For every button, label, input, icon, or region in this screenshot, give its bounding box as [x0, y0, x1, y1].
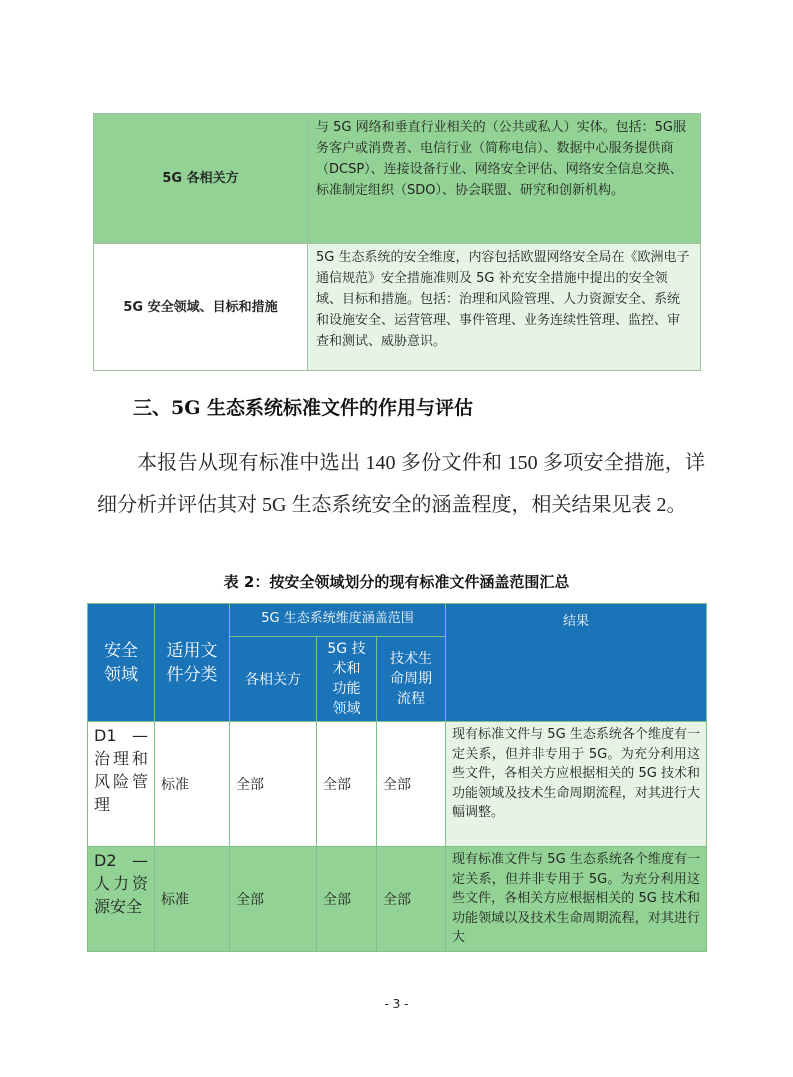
coverage-summary-table	[87, 603, 707, 952]
tech-domain-cell: 全部	[317, 847, 377, 952]
domain-cell: D1 — 治理和风险管理	[88, 722, 155, 847]
header-dimension-coverage: 5G 生态系统维度涵盖范围	[230, 604, 446, 637]
header-result: 结果	[446, 604, 707, 722]
header-lifecycle: 技术生命周期流程	[377, 637, 446, 722]
table-caption: 表 2：按安全领域划分的现有标准文件涵盖范围汇总	[223, 573, 570, 591]
definition-row	[94, 114, 701, 244]
section-heading: 三、5G 生态系统标准文件的作用与评估	[133, 397, 474, 419]
header-stakeholders: 各相关方	[230, 637, 317, 722]
definition-description: 5G 生态系统的安全维度，内容包括欧盟网络安全局在《欧洲电子通信规范》安全措施准则及 5G 补充安全措施中提出的安全领域、目标和措施。包括：治理和风险管理、人力资源安全、系统和设施安全、运营管理、事件管理、业务连续性管理、监控、审查和测试、威胁意识。	[308, 244, 701, 371]
body-paragraph: 本报告从现有标准中选出 140 多份文件和 150 多项安全措施，详细分析并评估其对 5G 生态系统安全的涵盖程度，相关结果见表 2。	[97, 452, 705, 516]
definition-term: 5G 各相关方	[94, 114, 308, 244]
domain-cell: D2 — 人力资源安全	[88, 847, 155, 952]
table-row	[88, 722, 707, 847]
page-number: - 3 -	[384, 997, 409, 1011]
header-security-domain: 安全领域	[88, 604, 155, 722]
header-tech-domain: 5G 技术和功能领域	[317, 637, 377, 722]
lifecycle-cell: 全部	[377, 847, 446, 952]
lifecycle-cell: 全部	[377, 722, 446, 847]
definition-term: 5G 安全领域、目标和措施	[94, 244, 308, 371]
result-cell: 现有标准文件与 5G 生态系统各个维度有一定关系，但并非专用于 5G。为充分利用这些文件，各相关方应根据相关的 5G 技术和功能领域及技术生命周期流程，对其进行大幅调整。	[446, 722, 707, 847]
stakeholders-cell: 全部	[230, 722, 317, 847]
result-cell	[446, 847, 707, 952]
table-header-row	[88, 604, 707, 637]
result-text: 现有标准文件与 5G 生态系统各个维度有一定关系，但并非专用于 5G。为充分利用这些文件，各相关方应根据相关的 5G 技术和功能领域以及技术生命周期流程，对其进行大	[452, 852, 700, 945]
definition-row	[94, 244, 701, 371]
stakeholders-cell: 全部	[230, 847, 317, 952]
doc-type-cell: 标准	[155, 847, 230, 952]
table-row	[88, 847, 707, 952]
doc-type-cell: 标准	[155, 722, 230, 847]
definitions-table	[93, 113, 701, 371]
header-document-type: 适用文件分类	[155, 604, 230, 722]
tech-domain-cell: 全部	[317, 722, 377, 847]
definition-description: 与 5G 网络和垂直行业相关的（公共或私人）实体。包括：5G服务客户或消费者、电信行业（简称电信）、数据中心服务提供商（DCSP）、连接设备行业、网络安全评估、网络安全信息交换、标准制定组织（SDO）、协会联盟、研究和创新机构。	[308, 114, 701, 244]
